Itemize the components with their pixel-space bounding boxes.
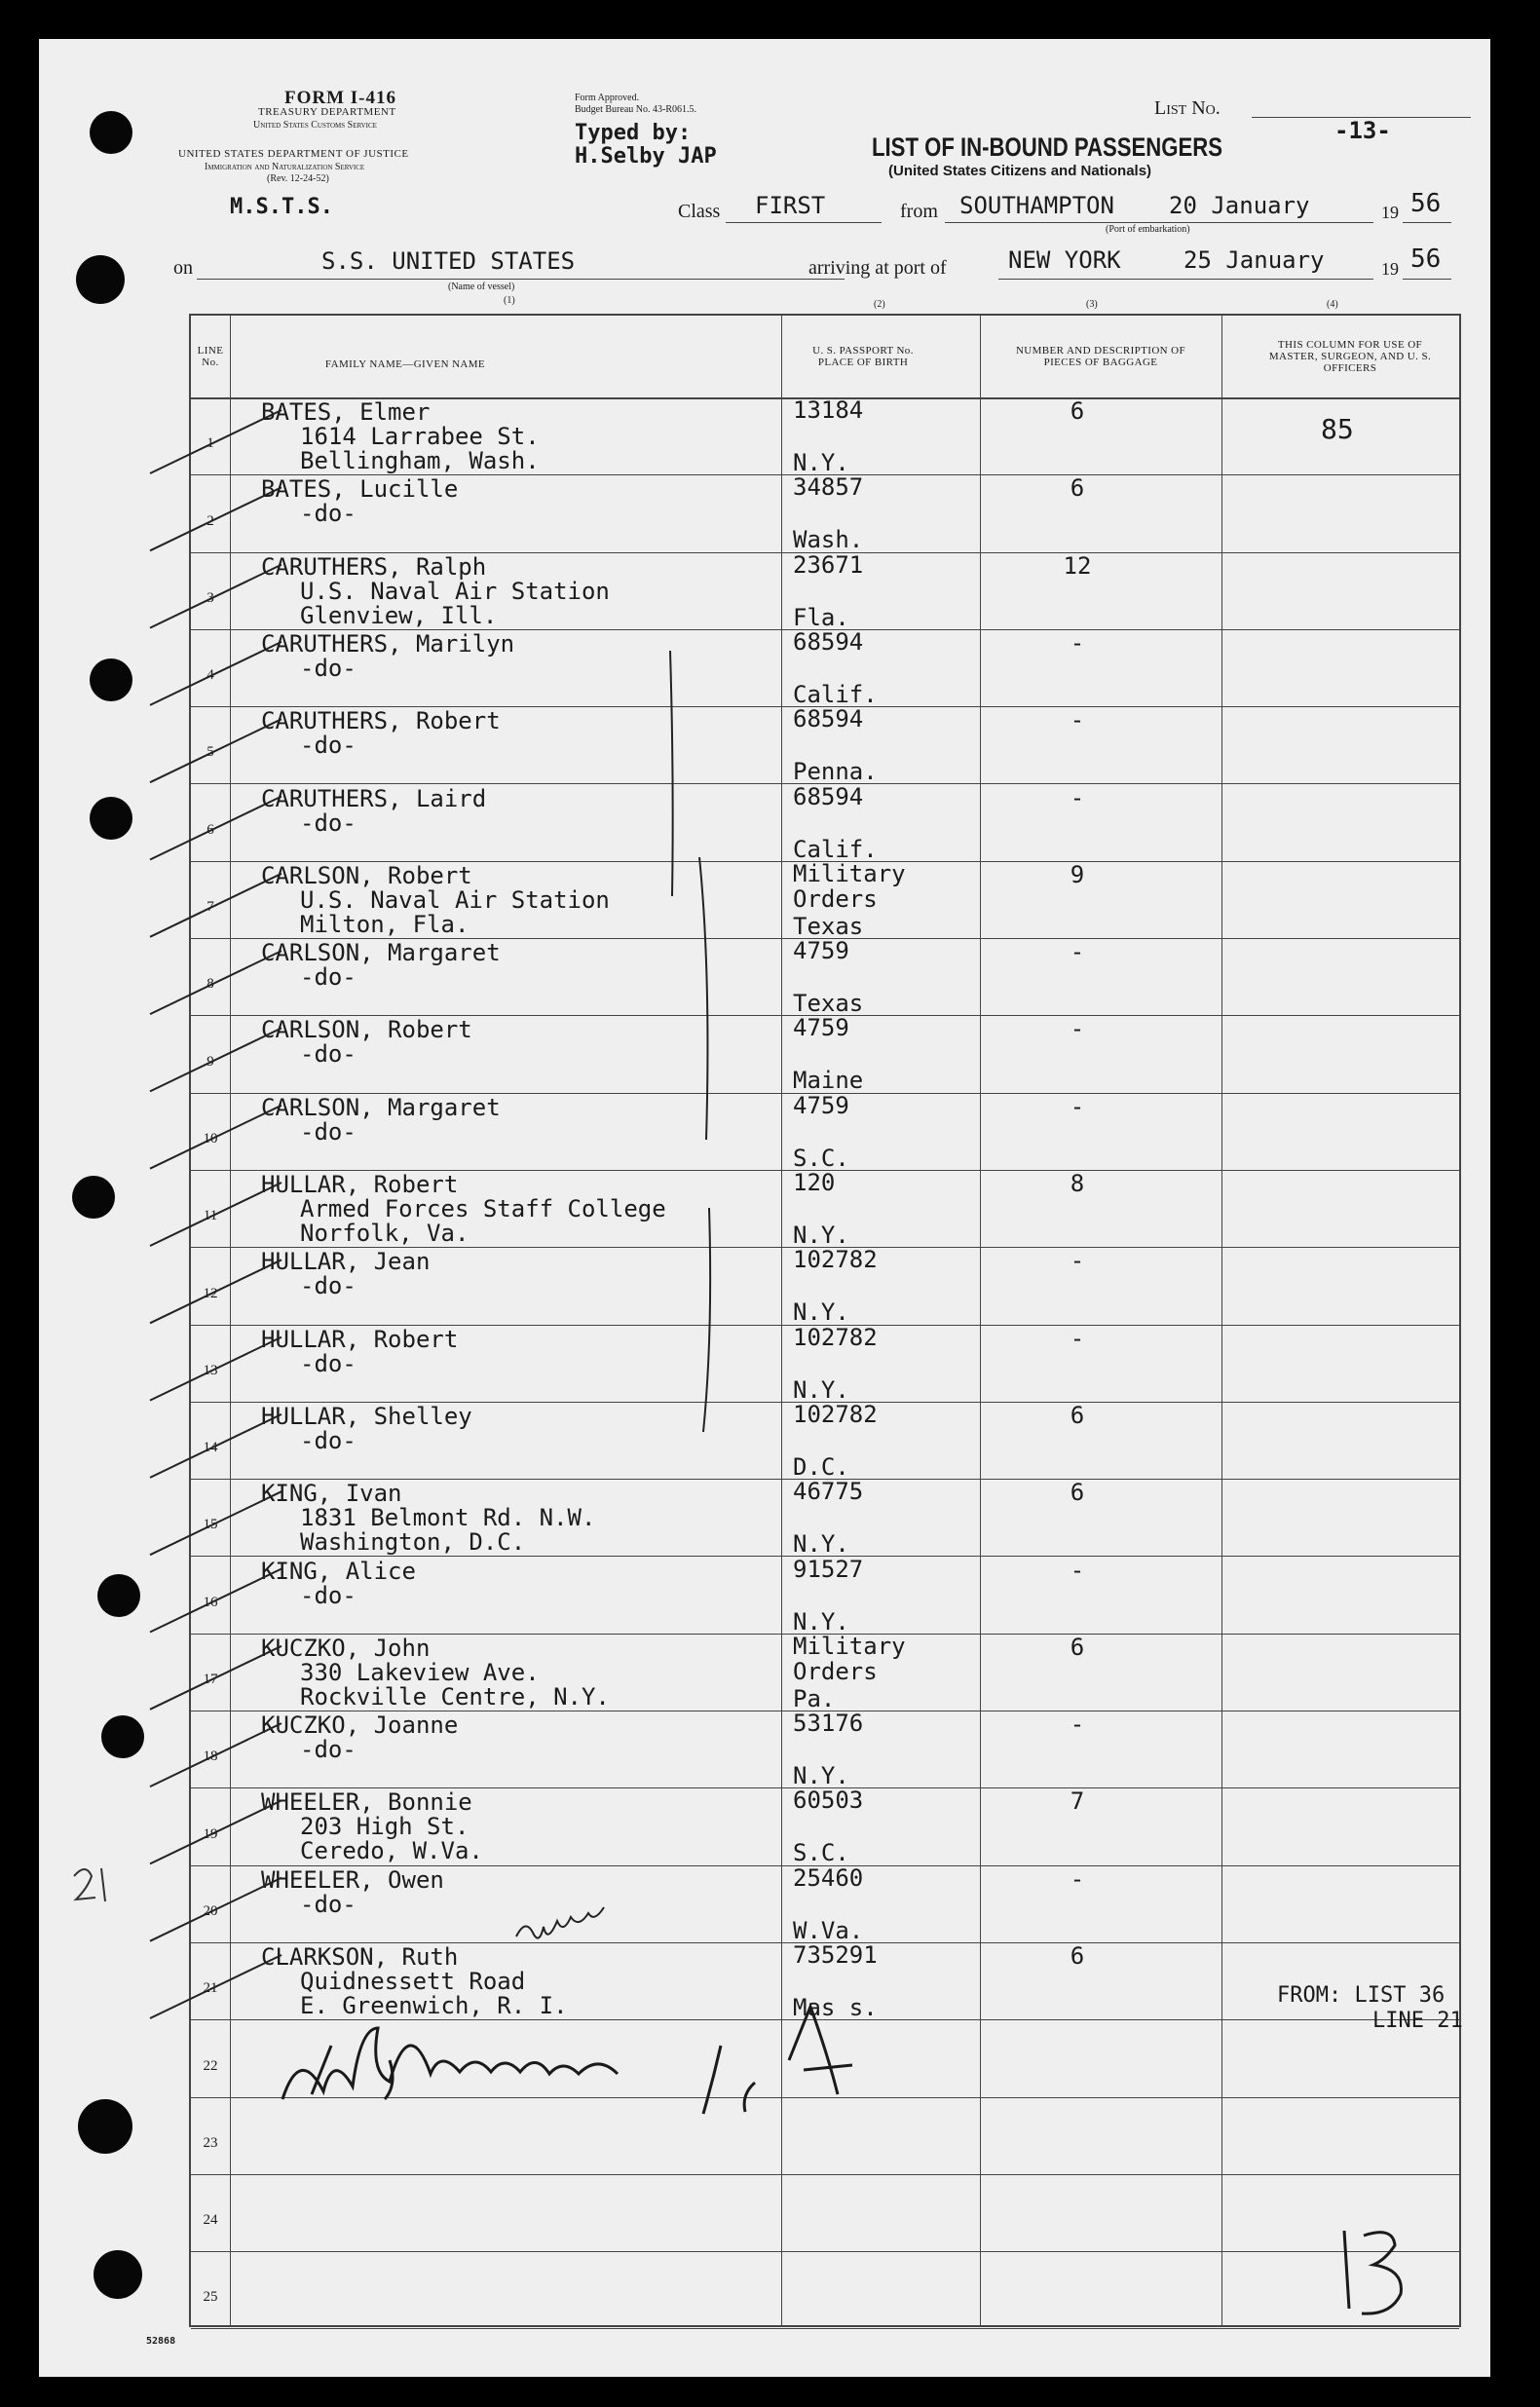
place-of-birth: S.C. — [793, 1144, 849, 1172]
form-number: FORM I-416 — [284, 88, 397, 108]
line-number: 8 — [207, 976, 214, 993]
column-header-name: FAMILY NAME—GIVEN NAME — [324, 358, 486, 370]
place-of-birth: Texas — [793, 990, 864, 1018]
line-number: 15 — [203, 1517, 218, 1533]
baggage-count: 7 — [1070, 1787, 1085, 1816]
baggage-count: 6 — [1070, 1942, 1085, 1970]
check-mark — [150, 874, 282, 937]
passenger-address-line-1: -do- — [300, 1117, 357, 1146]
from-date: 20 January — [1169, 192, 1310, 219]
line-number: 4 — [207, 667, 214, 684]
passenger-address-line-1: -do- — [300, 1040, 357, 1069]
passenger-name: KING, Ivan — [261, 1480, 402, 1508]
passenger-address-line-1: -do- — [300, 1581, 357, 1609]
passenger-name: CARLSON, Robert — [261, 861, 472, 889]
column-header-passport: U. S. PASSPORT No. PLACE OF BIRTH — [812, 345, 914, 368]
passenger-address-line-1: -do- — [300, 654, 357, 682]
passenger-address-line-1: 1614 Larrabee St. — [300, 423, 540, 450]
line-number: 18 — [203, 1749, 218, 1765]
passenger-address-line-1: U.S. Naval Air Station — [300, 885, 610, 914]
baggage-count: - — [1070, 1556, 1085, 1584]
column-header-line: LINE No. — [197, 345, 224, 368]
passenger-name: KING, Alice — [261, 1557, 416, 1585]
list-no-value: -13- — [1334, 117, 1391, 144]
baggage-count: 6 — [1070, 397, 1085, 425]
line-number: 17 — [203, 1672, 218, 1688]
col-num-1: (1) — [504, 295, 515, 306]
passenger-name: WHEELER, Owen — [261, 1865, 444, 1894]
passport-number: 23671 — [793, 550, 864, 579]
passenger-address-line-2: Norfolk, Va. — [300, 1220, 470, 1247]
passenger-address-line-1: 330 Lakeview Ave. — [300, 1658, 540, 1686]
place-of-birth: Penna. — [793, 758, 878, 786]
punch-hole — [76, 255, 125, 304]
place-of-birth: Wash. — [793, 526, 864, 554]
list-no-label: List No. — [1154, 97, 1221, 119]
passenger-name: KUCZKO, Joanne — [261, 1711, 459, 1740]
baggage-count: - — [1070, 783, 1085, 811]
msts-label: M.S.T.S. — [230, 195, 333, 219]
passenger-manifest-page — [39, 39, 1490, 2377]
baggage-count: - — [1070, 1864, 1085, 1893]
line-number: 12 — [203, 1285, 218, 1301]
col-num-3: (3) — [1086, 299, 1098, 310]
passenger-name: CARLSON, Margaret — [261, 1093, 501, 1121]
line-number: 24 — [203, 2212, 218, 2229]
passport-number-line-2: Orders — [793, 884, 878, 913]
punch-hole — [90, 658, 132, 701]
baggage-count: 6 — [1070, 1401, 1085, 1429]
baggage-count: 8 — [1070, 1170, 1085, 1197]
punch-hole — [72, 1176, 115, 1219]
line-number: 1 — [207, 435, 214, 452]
check-mark — [150, 951, 282, 1014]
passenger-name: CARUTHERS, Robert — [261, 707, 501, 735]
passenger-name: HULLAR, Robert — [261, 1171, 459, 1198]
passenger-address-line-1: -do- — [300, 963, 357, 992]
passenger-address-line-1: Quidnessett Road — [300, 1968, 526, 1995]
arrival-port: NEW YORK — [1008, 246, 1121, 274]
check-mark — [150, 1800, 282, 1863]
passenger-address-line-2: E. Greenwich, R. I. — [300, 1992, 568, 2019]
passport-number: 91527 — [793, 1555, 864, 1583]
passenger-address-line-1: 1831 Belmont Rd. N.W. — [300, 1504, 596, 1532]
passport-number: 4759 — [793, 1091, 849, 1119]
place-of-birth: N.Y. — [793, 1607, 849, 1636]
check-mark — [150, 1183, 282, 1246]
passenger-address-line-2: Ceredo, W.Va. — [300, 1837, 483, 1865]
passenger-address-line-1: -do- — [300, 1736, 357, 1764]
baggage-count: - — [1070, 1247, 1085, 1275]
list-subtitle: (United States Citizens and Nationals) — [888, 163, 1152, 179]
place-of-birth: Texas — [793, 912, 864, 940]
from-year: 56 — [1410, 189, 1442, 218]
punch-hole — [90, 797, 132, 840]
line-number: 9 — [207, 1053, 214, 1070]
line-number: 5 — [207, 744, 214, 761]
baggage-count: - — [1070, 938, 1085, 966]
from-port: SOUTHAMPTON — [959, 192, 1114, 219]
class-value: FIRST — [755, 192, 826, 219]
port-embarkation-caption: (Port of embarkation) — [1106, 224, 1190, 235]
passenger-name: HULLAR, Robert — [261, 1325, 459, 1353]
punch-hole — [90, 111, 132, 154]
passenger-name: CARLSON, Robert — [261, 1016, 472, 1044]
passenger-name: BATES, Elmer — [261, 398, 431, 426]
passenger-name: HULLAR, Jean — [261, 1248, 431, 1276]
place-of-birth: Calif. — [793, 835, 878, 863]
column-header-officers: THIS COLUMN FOR USE OF MASTER, SURGEON, AND U. S. OFFICERS — [1268, 339, 1432, 374]
customs-service: United States Customs Service — [253, 120, 377, 131]
place-of-birth: N.Y. — [793, 1530, 849, 1559]
passport-number: 120 — [793, 1169, 836, 1196]
passport-number: 102782 — [793, 1246, 878, 1274]
baggage-count: - — [1070, 628, 1085, 657]
passport-number: 102782 — [793, 1400, 878, 1428]
check-mark — [150, 1337, 282, 1401]
officer-mark-85: 85 — [1321, 413, 1354, 445]
punch-hole — [78, 2099, 132, 2154]
passport-number: 34857 — [793, 473, 864, 502]
punch-hole — [97, 1574, 140, 1617]
baggage-count: - — [1070, 1324, 1085, 1352]
line-number: 14 — [203, 1440, 218, 1456]
arrival-year: 56 — [1410, 244, 1442, 274]
arrival-year-prefix: 19 — [1381, 259, 1399, 279]
passport-number: 60503 — [793, 1786, 864, 1815]
check-mark — [150, 1106, 282, 1169]
justice-department: UNITED STATES DEPARTMENT OF JUSTICE — [178, 148, 409, 160]
passport-number-line-2: Orders — [793, 1657, 878, 1685]
place-of-birth: Pa. — [793, 1684, 836, 1712]
baggage-count: 6 — [1070, 1633, 1085, 1661]
baggage-count: - — [1070, 1711, 1085, 1739]
line-number: 25 — [203, 2289, 218, 2306]
place-of-birth: S.C. — [793, 1839, 849, 1867]
passenger-name: WHEELER, Bonnie — [261, 1788, 472, 1817]
line-number: 22 — [203, 2057, 218, 2074]
passenger-name: CARLSON, Margaret — [261, 939, 501, 967]
line-number: 19 — [203, 1825, 218, 1842]
passenger-address-line-2: Washington, D.C. — [300, 1528, 526, 1557]
line-number: 10 — [203, 1130, 218, 1147]
typed-by-label: Typed by: — [575, 121, 692, 145]
passenger-address-line-1: U.S. Naval Air Station — [300, 577, 610, 605]
place-of-birth: W.Va. — [793, 1916, 864, 1944]
revision: (Rev. 12-24-52) — [267, 173, 329, 184]
place-of-birth: N.Y. — [793, 449, 849, 476]
check-mark — [150, 565, 282, 628]
punch-hole — [94, 2250, 142, 2299]
passenger-address-line-2: Milton, Fla. — [300, 910, 470, 938]
passport-number: 68594 — [793, 782, 864, 810]
passport-number: 4759 — [793, 1014, 849, 1042]
check-mark — [150, 797, 282, 860]
baggage-count: 12 — [1063, 551, 1092, 580]
passport-number: 13184 — [793, 396, 864, 424]
place-of-birth: N.Y. — [793, 1762, 849, 1790]
passport-number: 46775 — [793, 1478, 864, 1506]
passenger-address-line-1: -do- — [300, 1272, 357, 1300]
treasury-department: TREASURY DEPARTMENT — [258, 106, 396, 118]
check-mark — [150, 1955, 282, 2018]
check-mark — [150, 410, 282, 473]
baggage-count: 6 — [1070, 1479, 1085, 1507]
line-number: 2 — [207, 512, 214, 529]
check-mark — [150, 1028, 282, 1091]
baggage-count: 9 — [1070, 860, 1085, 888]
check-mark — [150, 1569, 282, 1633]
baggage-count: - — [1070, 1092, 1085, 1120]
line-number: 7 — [207, 899, 214, 916]
line-number: 6 — [207, 821, 214, 838]
line-number: 23 — [203, 2134, 218, 2151]
baggage-count: - — [1070, 706, 1085, 734]
punch-hole — [101, 1715, 144, 1758]
passenger-address-line-1: -do- — [300, 1349, 357, 1377]
passport-number: 68594 — [793, 705, 864, 733]
class-label: Class — [678, 201, 721, 222]
from-year-prefix: 19 — [1381, 203, 1399, 222]
passenger-name: BATES, Lucille — [261, 475, 459, 504]
immigration-service: Immigration and Naturalization Service — [205, 162, 365, 172]
passenger-address-line-1: 203 High St. — [300, 1813, 470, 1841]
check-mark — [150, 642, 282, 705]
check-mark — [150, 1723, 282, 1786]
check-mark — [150, 1646, 282, 1710]
passport-number: Military — [793, 1632, 906, 1660]
line-number: 11 — [203, 1208, 218, 1224]
place-of-birth: Calif. — [793, 680, 878, 708]
passport-number: 4759 — [793, 937, 849, 965]
passport-number: 735291 — [793, 1941, 878, 1969]
place-of-birth: Maine — [793, 1067, 864, 1095]
passenger-address-line-1: -do- — [300, 809, 357, 837]
check-mark — [150, 1491, 282, 1555]
passenger-name: CARUTHERS, Laird — [261, 784, 487, 812]
arriving-label: arriving at port of — [808, 257, 947, 279]
line-number: 20 — [203, 1902, 218, 1919]
typed-by-name: H.Selby JAP — [575, 144, 717, 169]
passenger-address-line-2: Bellingham, Wash. — [300, 447, 540, 474]
baggage-count: - — [1070, 1015, 1085, 1043]
passenger-address-line-2: Glenview, Ill. — [300, 601, 498, 629]
vessel-name: S.S. UNITED STATES — [321, 247, 576, 275]
from-label: from — [900, 201, 938, 222]
passenger-address-line-2: Rockville Centre, N.Y. — [300, 1682, 610, 1711]
passenger-name: CARUTHERS, Ralph — [261, 552, 487, 581]
check-mark — [150, 1878, 282, 1941]
passenger-address-line-1: Armed Forces Staff College — [300, 1195, 666, 1222]
vessel-caption: (Name of vessel) — [448, 282, 515, 292]
passport-number: Military — [793, 859, 906, 887]
check-mark — [150, 487, 282, 550]
place-of-birth: N.Y. — [793, 1298, 849, 1327]
passenger-name: HULLAR, Shelley — [261, 1402, 472, 1430]
arrival-date: 25 January — [1183, 246, 1325, 274]
passenger-name: CARUTHERS, Marilyn — [261, 629, 515, 658]
passenger-address-line-1: -do- — [300, 1890, 357, 1918]
col-num-4: (4) — [1327, 299, 1338, 310]
place-of-birth: N.Y. — [793, 1222, 849, 1249]
passenger-address-line-1: -do- — [300, 500, 357, 528]
passport-number: 68594 — [793, 627, 864, 656]
handwriting-overlay — [39, 39, 1490, 2377]
passport-number: 102782 — [793, 1323, 878, 1351]
line-number: 13 — [203, 1362, 218, 1378]
row21-note-line: LINE 21 — [1372, 2009, 1463, 2033]
passenger-name: CLARKSON, Ruth — [261, 1943, 459, 1971]
passport-number: 53176 — [793, 1710, 864, 1738]
budget-bureau: Budget Bureau No. 43-R061.5. — [575, 104, 696, 115]
place-of-birth: Mas s. — [793, 1994, 878, 2021]
line-number: 16 — [203, 1594, 218, 1610]
baggage-count: 6 — [1070, 474, 1085, 503]
check-mark — [150, 1260, 282, 1323]
place-of-birth: N.Y. — [793, 1375, 849, 1404]
place-of-birth: Fla. — [793, 603, 849, 631]
passenger-address-line-1: -do- — [300, 732, 357, 760]
passenger-name: KUCZKO, John — [261, 1634, 431, 1662]
form-approved: Form Approved. — [575, 93, 640, 103]
print-code: 52868 — [146, 2336, 176, 2347]
line-number: 3 — [207, 589, 214, 606]
row21-note-list: FROM: LIST 36 — [1277, 1983, 1446, 2008]
line-number: 21 — [203, 1980, 218, 1997]
passenger-address-line-1: -do- — [300, 1426, 357, 1454]
place-of-birth: D.C. — [793, 1452, 849, 1481]
check-mark — [150, 719, 282, 782]
column-header-baggage: NUMBER AND DESCRIPTION OF PIECES OF BAGGAGE — [1015, 345, 1186, 368]
passport-number: 25460 — [793, 1863, 864, 1892]
col-num-2: (2) — [874, 299, 885, 310]
check-mark — [150, 1414, 282, 1478]
list-title: LIST OF IN-BOUND PASSENGERS — [872, 132, 1223, 162]
on-label: on — [173, 257, 193, 279]
